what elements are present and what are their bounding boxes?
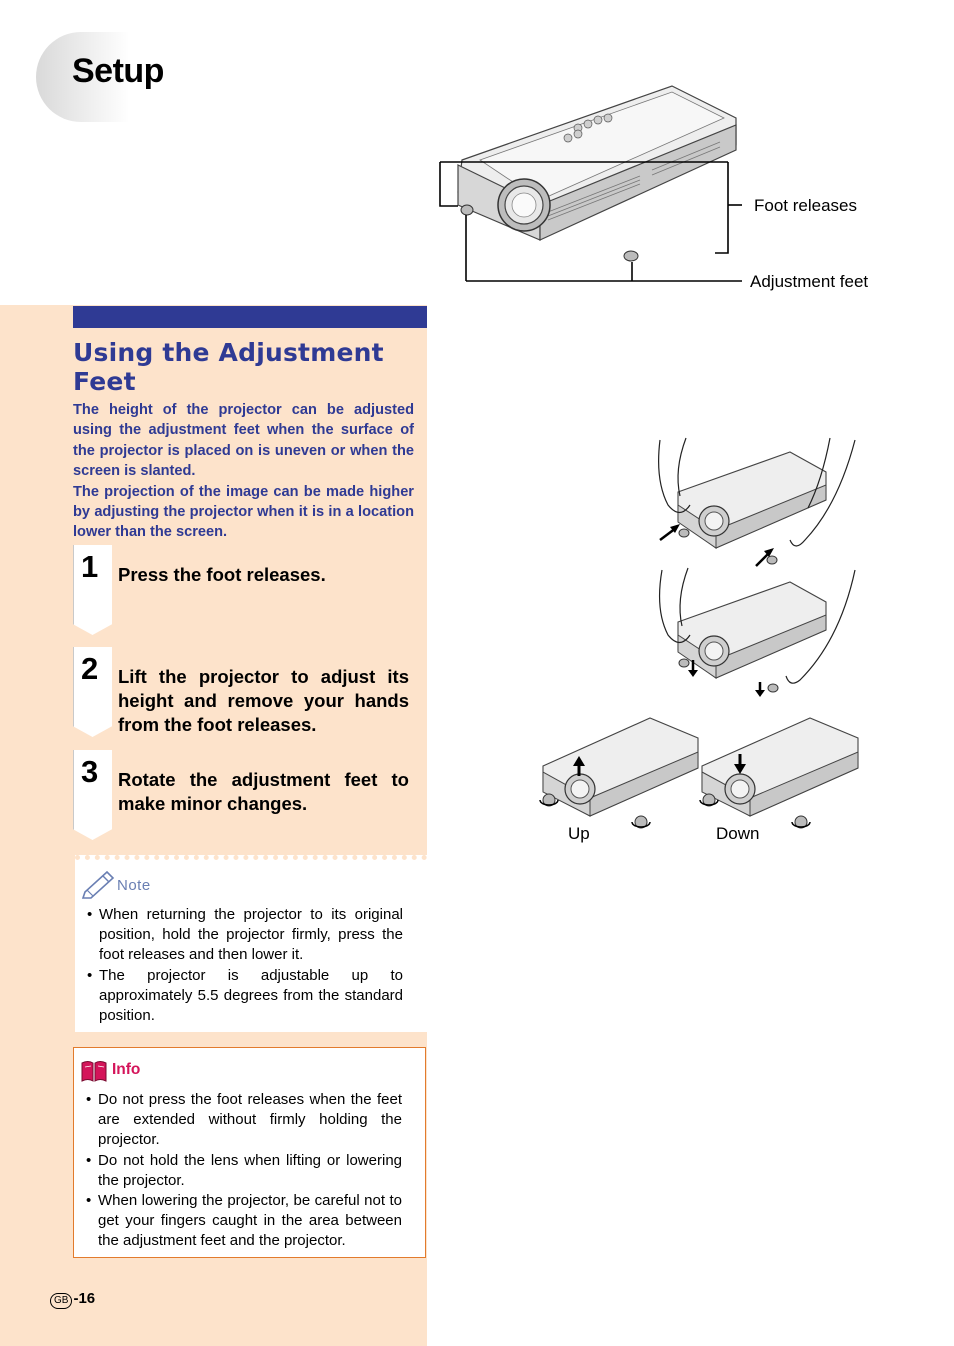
intro-paragraph: The height of the projector can be adjusted using the adjustment feet when the surface of the projector is placed on is uneven or when the screen is slanted. — [73, 402, 414, 480]
page-title: Setup — [72, 52, 164, 90]
figure-lift-projector — [660, 568, 855, 697]
section-title: Using the Adjustment Feet — [73, 338, 384, 396]
step-number: 1 — [81, 549, 99, 584]
intro-paragraph: The projection of the image can be made higher by adjusting the projector when it is in a location lower than the screen. — [73, 483, 414, 541]
figure-rotate-up — [540, 718, 698, 828]
info-item: • When lowering the projector, be careful not to get your fingers caught in the area between the adjustment feet and the projector. — [86, 1191, 402, 1252]
gb-badge: GB — [50, 1293, 72, 1309]
label-up: Up — [568, 824, 590, 843]
label-down: Down — [716, 824, 760, 843]
info-heading: Info — [112, 1061, 141, 1078]
note-item: • The projector is adjustable up to approximately 5.5 degrees from the standard position. — [87, 966, 403, 1027]
note-item: • When returning the projector to its original position, hold the projector firmly, press the foot releases and then lower it. — [87, 905, 403, 966]
info-item: • Do not press the foot releases when the feet are extended without firmly holding the projector. — [86, 1090, 402, 1151]
step-number: 2 — [81, 651, 99, 686]
step-text: Rotate the adjustment feet to make minor changes. — [118, 769, 409, 814]
note-heading: Note — [117, 877, 151, 894]
label-adjustment-feet: Adjustment feet — [750, 272, 869, 291]
info-item: • Do not hold the lens when lifting or lowering the projector. — [86, 1151, 402, 1191]
figure-press-releases — [659, 438, 855, 566]
figure-rotate-down — [700, 718, 858, 828]
step-number: 3 — [81, 754, 99, 789]
page-number-value: -16 — [73, 1290, 96, 1307]
label-foot-releases: Foot releases — [754, 196, 857, 215]
step-text: Press the foot releases. — [118, 564, 326, 585]
step-text: Lift the projector to adjust its height and remove your hands from the foot releases. — [118, 666, 409, 735]
